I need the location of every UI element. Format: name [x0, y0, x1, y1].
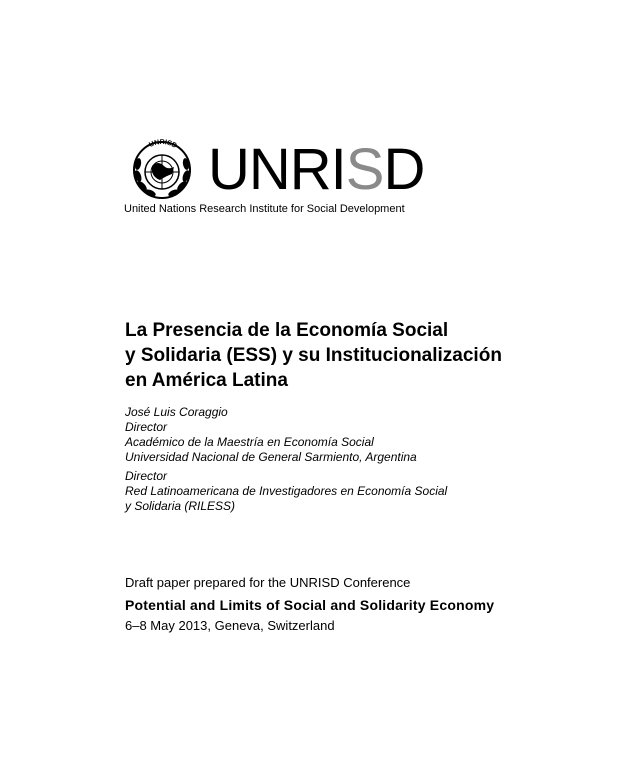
conference-block [125, 575, 585, 634]
conference-intro: Draft paper prepared for the UNRISD Conference [125, 575, 411, 590]
title-line-1: La Presencia de la Economía Social [125, 320, 449, 341]
unrisd-wordmark [208, 137, 425, 202]
author-affiliation-1b: Universidad Nacional de General Sarmiento, Argentina [125, 450, 417, 464]
conference-name: Potential and Limits of Social and Solidarity Economy [125, 597, 495, 613]
wordmark-end: D [383, 137, 425, 202]
svg-text:UNRISD: UNRISD [148, 138, 178, 150]
un-emblem-icon [130, 136, 194, 200]
author-role-2: Director [125, 469, 168, 483]
author-role-1: Director [125, 420, 168, 434]
unrisd-logo [124, 136, 444, 218]
title-line-2: y Solidaria (ESS) y su Institucionalización [125, 345, 502, 366]
wordmark-accent: S [345, 137, 384, 202]
author-name: José Luis Coraggio [125, 405, 228, 419]
paper-title [125, 318, 565, 393]
author-block [125, 405, 545, 514]
author-affiliation-1a: Académico de la Maestría en Economía Social [125, 435, 374, 449]
wordmark-main: UNRI [208, 137, 346, 202]
conference-date: 6–8 May 2013, Geneva, Switzerland [125, 618, 335, 633]
author-affiliation-2b: y Solidaria (RILESS) [125, 499, 236, 513]
logo-tagline: United Nations Research Institute for Social Development [124, 203, 405, 215]
title-line-3: en América Latina [125, 370, 288, 391]
author-affiliation-2a: Red Latinoamericana de Investigadores en Economía Social [125, 484, 448, 498]
